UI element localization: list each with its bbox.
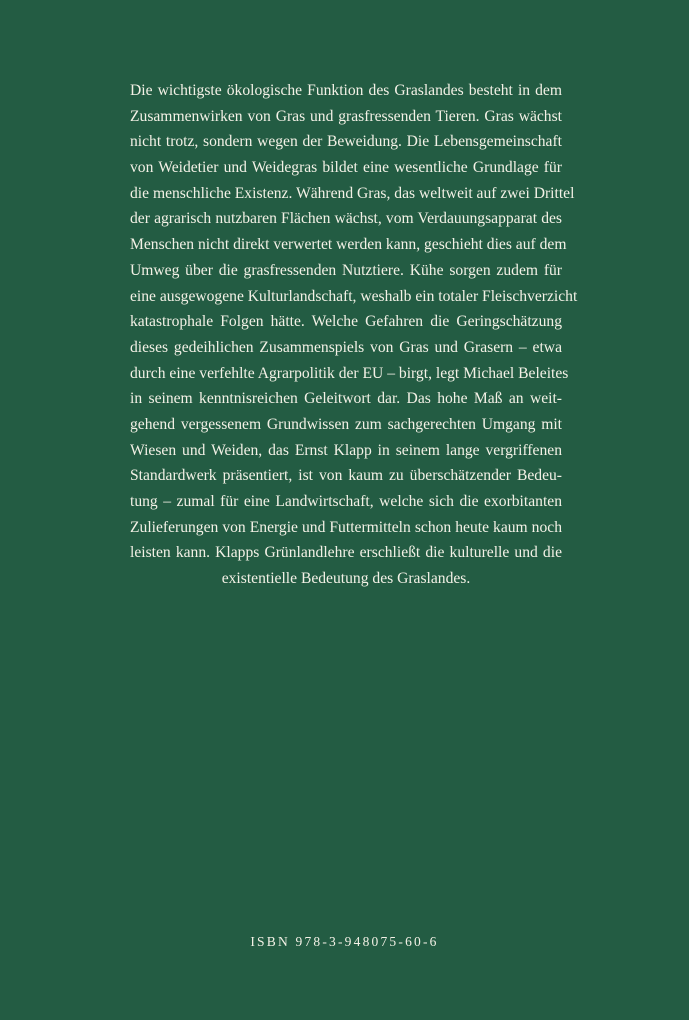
blurb-line: von Weidetier und Weidegras bildet eine wesentliche Grundlage für <box>130 159 562 177</box>
blurb-line: Wiesen und Weiden, das Ernst Klapp in seinem lange vergriffenen <box>130 441 562 459</box>
blurb-line: tung – zumal für eine Landwirtschaft, welche sich die exorbitanten <box>130 493 562 510</box>
blurb-line: leisten kann. Klapps Grünlandlehre erschließt die kulturelle und die <box>130 544 562 562</box>
blurb-line: der agrarisch nutzbaren Flächen wächst, vom Verdauungsapparat des <box>130 210 562 228</box>
blurb-line: nicht trotz, sondern wegen der Beweidung. Die Lebensgemeinschaft <box>130 133 562 151</box>
blurb-line: Zusammenwirken von Gras und grasfressenden Tieren. Gras wächst <box>130 107 562 125</box>
blurb-line: Umweg über die grasfressenden Nutztiere. Kühe sorgen zudem für <box>130 261 562 279</box>
blurb-text <box>130 78 578 592</box>
blurb-line: eine ausgewogene Kulturlandschaft, weshalb ein totaler Fleischverzicht <box>130 287 578 305</box>
isbn-number: ISBN 978-3-948075-60-6 <box>250 934 439 949</box>
blurb-line: Die wichtigste ökologische Funktion des Graslandes besteht in dem <box>130 82 562 99</box>
blurb-line: die menschliche Existenz. Während Gras, das weltweit auf zwei Drittel <box>130 184 575 202</box>
blurb-line: Zulieferungen von Energie und Futtermitteln schon heute kaum noch <box>130 518 562 536</box>
blurb-line: gehend vergessenem Grundwissen zum sachgerechten Umgang mit <box>130 415 562 433</box>
blurb-line: Menschen nicht direkt verwertet werden kann, geschieht dies auf dem <box>130 236 567 254</box>
blurb-line: durch eine verfehlte Agrarpolitik der EU – birgt, legt Michael Beleites <box>130 364 569 382</box>
blurb-line: Standardwerk präsentiert, ist von kaum zu überschätzender Bedeu- <box>130 467 562 485</box>
blurb-line: existentielle Bedeutung des Graslandes. <box>221 570 471 588</box>
blurb-line: dieses gedeihlichen Zusammenspiels von Gras und Grasern – etwa <box>130 338 562 356</box>
blurb-line: katastrophale Folgen hätte. Welche Gefahren die Geringschätzung <box>130 313 562 331</box>
blurb-line: in seinem kenntnisreichen Geleitwort dar. Das hohe Maß an weit- <box>130 390 562 408</box>
